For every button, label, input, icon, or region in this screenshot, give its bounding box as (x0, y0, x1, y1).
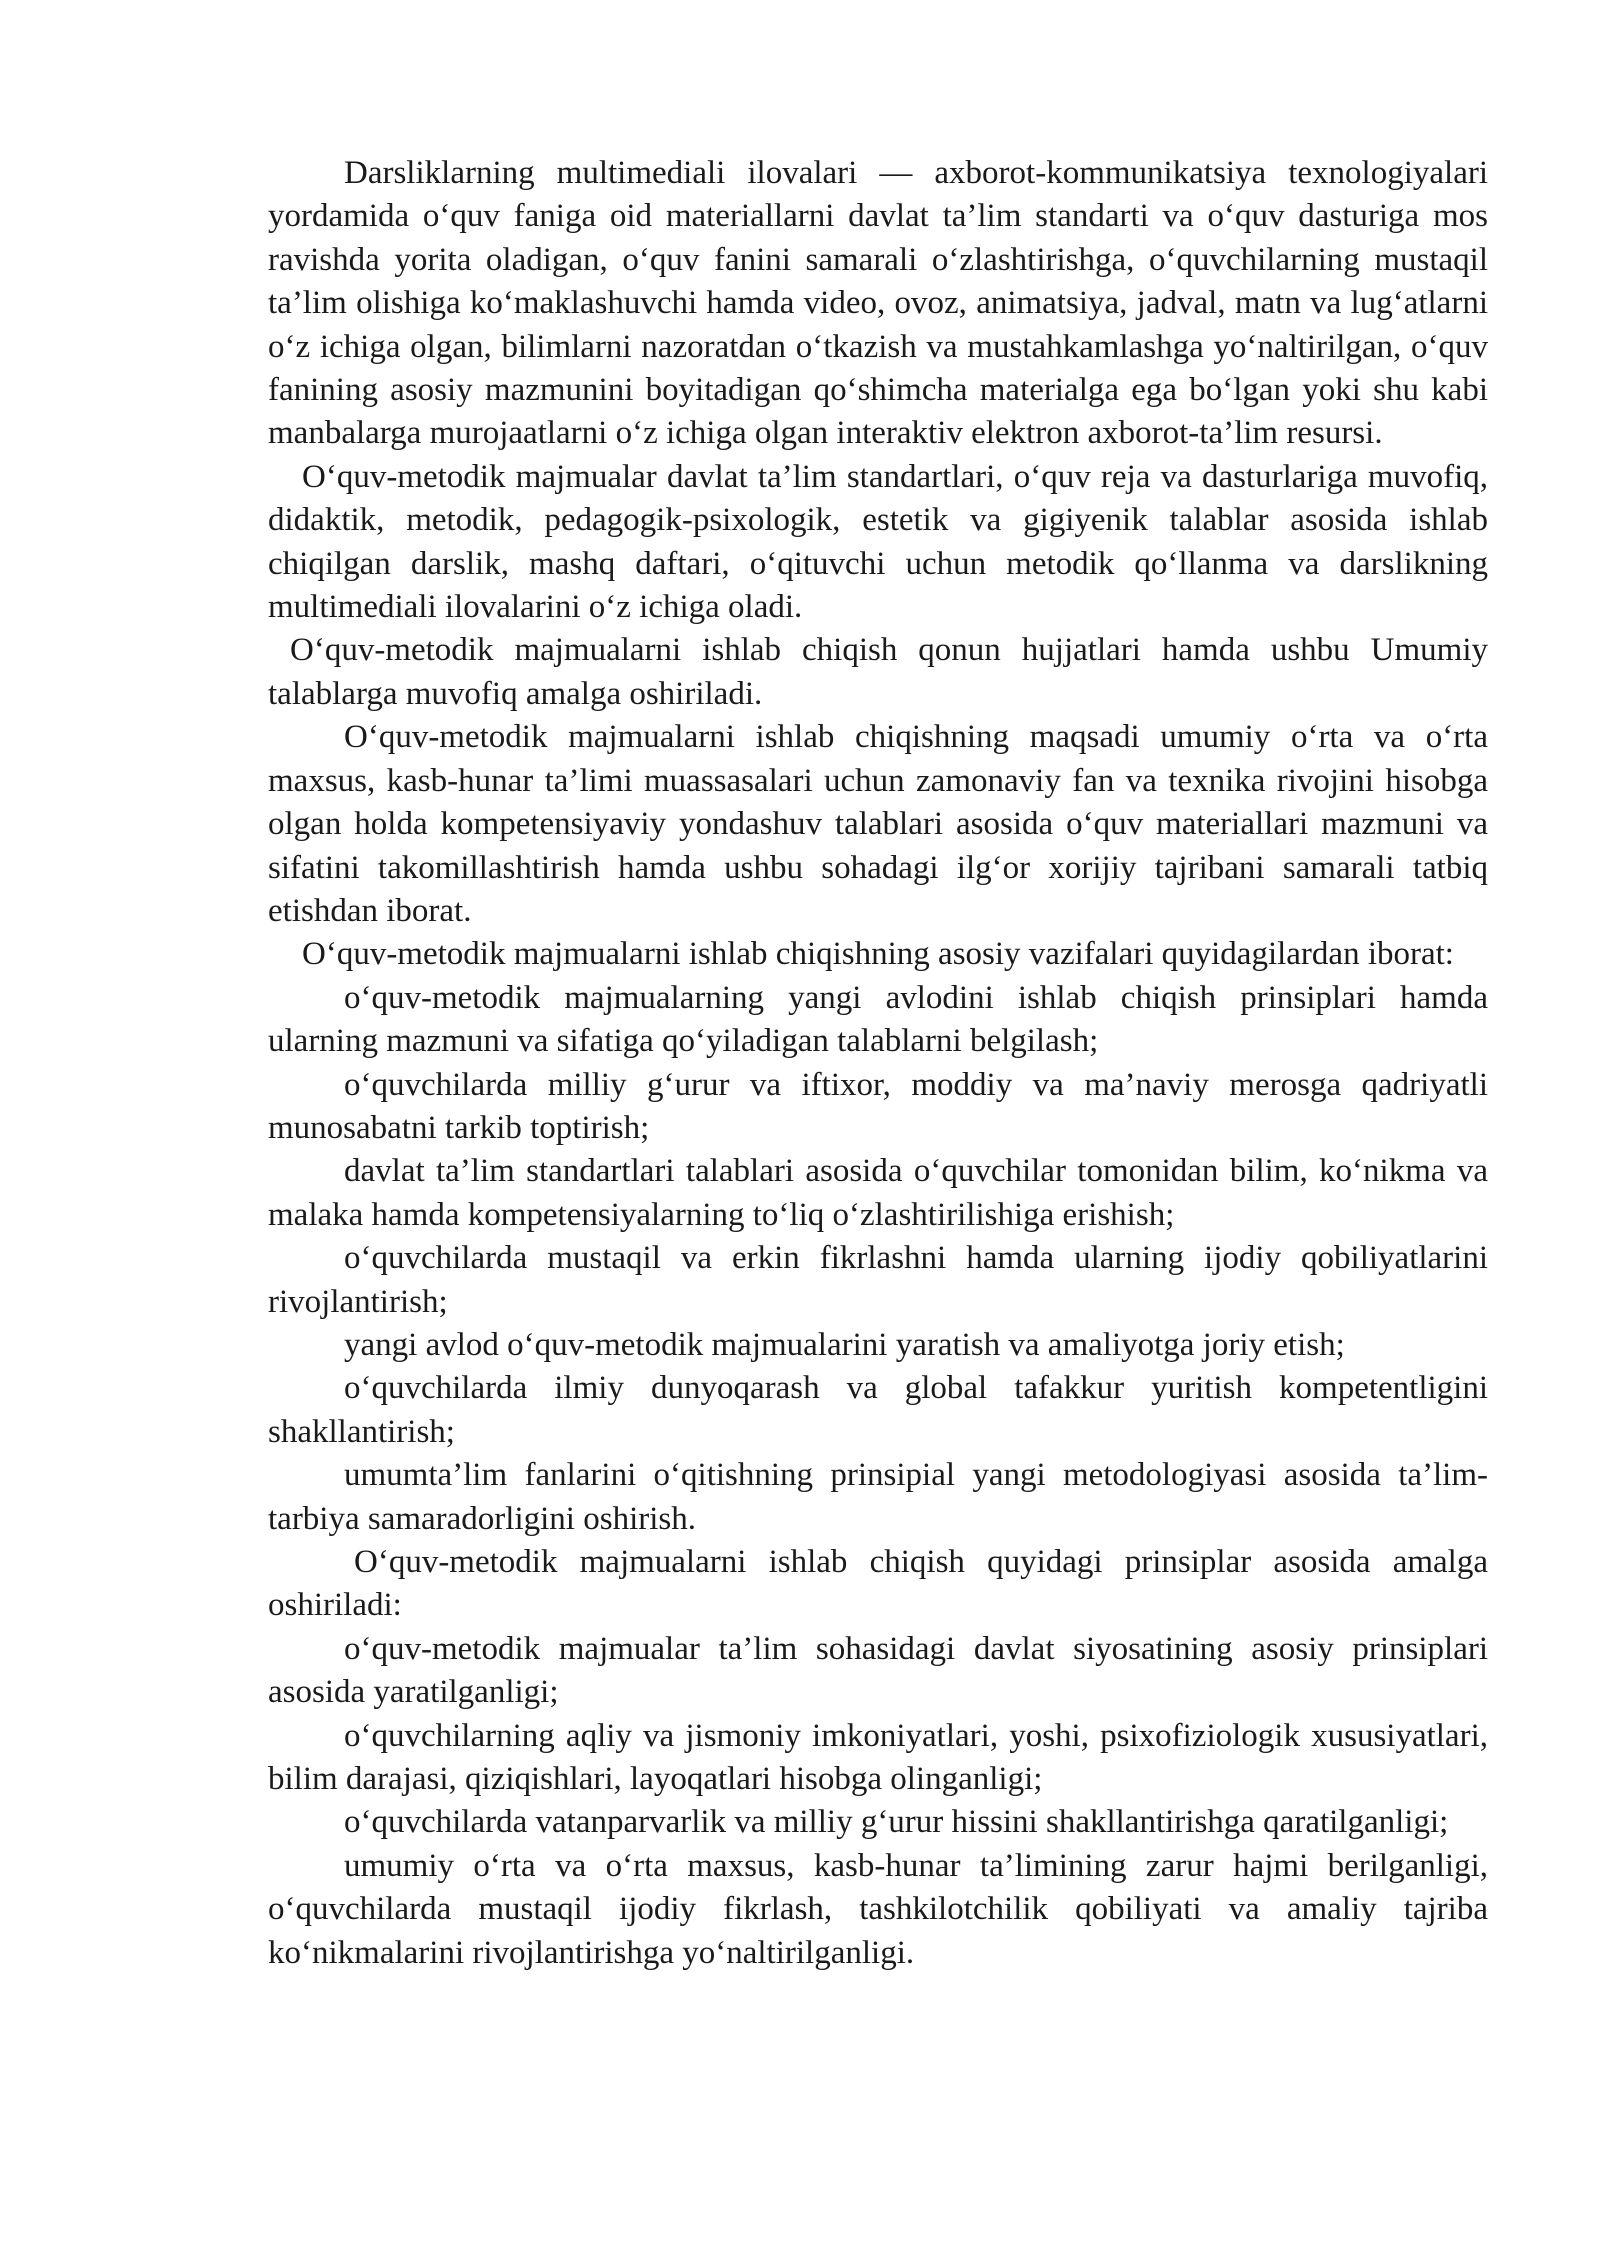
list-item-task-6: o‘quvchilarda ilmiy dunyoqarash va global tafakkur yuritish kompetentligini shakllantirish; (268, 1370, 1488, 1450)
paragraph-definition-multimedia: Darsliklarning multimediali ilovalari — axborot-kommunikatsiya texnologiyalari yordamida o‘quv faniga oid materiallarni davlat ta’lim standarti va o‘quv dasturiga mos ravishda yorita oladigan, o‘quv fanini samarali o‘zlashtirishga, o‘quvchilarning mustaqil ta’lim olishiga ko‘maklashuvchi hamda video, ovoz, animatsiya, jadval, matn va lug‘atlarni o‘z ichiga olgan, bilimlarni nazoratdan o‘tkazish va mustahkamlashga yo‘naltirilgan, o‘quv fanining asosiy mazmunini boyitadigan qo‘shimcha materialga ega bo‘lgan yoki shu kabi manbalarga murojaatlarni o‘z ichiga olgan interaktiv elektron axborot-ta’lim resursi. (268, 155, 1488, 452)
list-item-principle-4: umumiy o‘rta va o‘rta maxsus, kasb-hunar ta’limining zarur hajmi berilganligi, o‘quvchilarda mustaqil ijodiy fikrlash, tashkilotchilik qobiliyati va amaliy tajriba ko‘nikmalarini rivojlantirishga yo‘naltirilganligi. (268, 1847, 1488, 1971)
paragraph-goal: O‘quv-metodik majmualarni ishlab chiqishning maqsadi umumiy o‘rta va o‘rta maxsus, kasb-hunar ta’limi muassasalari uchun zamonaviy fan va texnika rivojini hisobga olgan holda kompetensiyaviy yondashuv talablari asosida o‘quv materiallari mazmuni va sifatini takomillashtirish hamda ushbu sohadagi ilg‘or xorijiy tajribani samarali tatbiq etishdan iborat. (268, 719, 1488, 929)
list-item-task-4: o‘quvchilarda mustaqil va erkin fikrlashni hamda ularning ijodiy qobiliyatlarini rivojlantirish; (268, 1240, 1488, 1320)
list-item-principle-2: o‘quvchilarning aqliy va jismoniy imkoniyatlari, yoshi, psixofiziologik xususiyatlari, bilim darajasi, qiziqishlari, layoqatlari hisobga olinganligi; (268, 1717, 1488, 1798)
paragraph-principles-intro: O‘quv-metodik majmualarni ishlab chiqish quyidagi prinsiplar asosida amalga oshiriladi: (268, 1544, 1488, 1624)
paragraph-complex-composition: O‘quv-metodik majmualar davlat ta’lim standartlari, o‘quv reja va dasturlariga muvofiq, didaktik, metodik, pedagogik-psixologik, estetik va gigiyenik talablar asosida ishlab chiqilgan darslik, mashq daftari, o‘qituvchi uchun metodik qo‘llanma va darslikning multimediali ilovalarini o‘z ichiga oladi. (268, 458, 1488, 626)
list-item-principle-3: o‘quvchilarda vatanparvarlik va milliy g‘urur hissini shakllantirishga qaratilganligi; (344, 1804, 1449, 1841)
list-item-task-2: o‘quvchilarda milliy g‘urur va iftixor, moddiy va ma’naviy merosga qadriyatli munosabatni tarkib toptirish; (268, 1066, 1488, 1146)
body-text (268, 152, 1488, 1975)
list-item-principle-1: o‘quv-metodik majmualar ta’lim sohasidagi davlat siyosatining asosiy prinsiplari asosida yaratilganligi; (268, 1630, 1488, 1711)
list-item-task-1: o‘quv-metodik majmualarning yangi avlodini ishlab chiqish prinsiplari hamda ularning mazmuni va sifatiga qo‘yiladigan talablarni belgilash; (268, 979, 1488, 1060)
paragraph-legal-basis: O‘quv-metodik majmualarni ishlab chiqish qonun hujjatlari hamda ushbu Umumiy talablarga muvofiq amalga oshiriladi. (268, 632, 1488, 712)
paragraph-tasks-intro: O‘quv-metodik majmualarni ishlab chiqishning asosiy vazifalari quyidagilardan iborat: (302, 936, 1454, 973)
list-item-task-5: yangi avlod o‘quv-metodik majmualarini yaratish va amaliyotga joriy etish; (344, 1326, 1345, 1363)
list-item-task-3: davlat ta’lim standartlari talablari asosida o‘quvchilar tomonidan bilim, ko‘nikma va malaka hamda kompetensiyalarning to‘liq o‘zlashtirilishiga erishish; (268, 1153, 1488, 1233)
list-item-task-7: umumta’lim fanlarini o‘qitishning prinsipial yangi metodologiyasi asosida ta’lim-tarbiya samaradorligini oshirish. (268, 1457, 1488, 1537)
